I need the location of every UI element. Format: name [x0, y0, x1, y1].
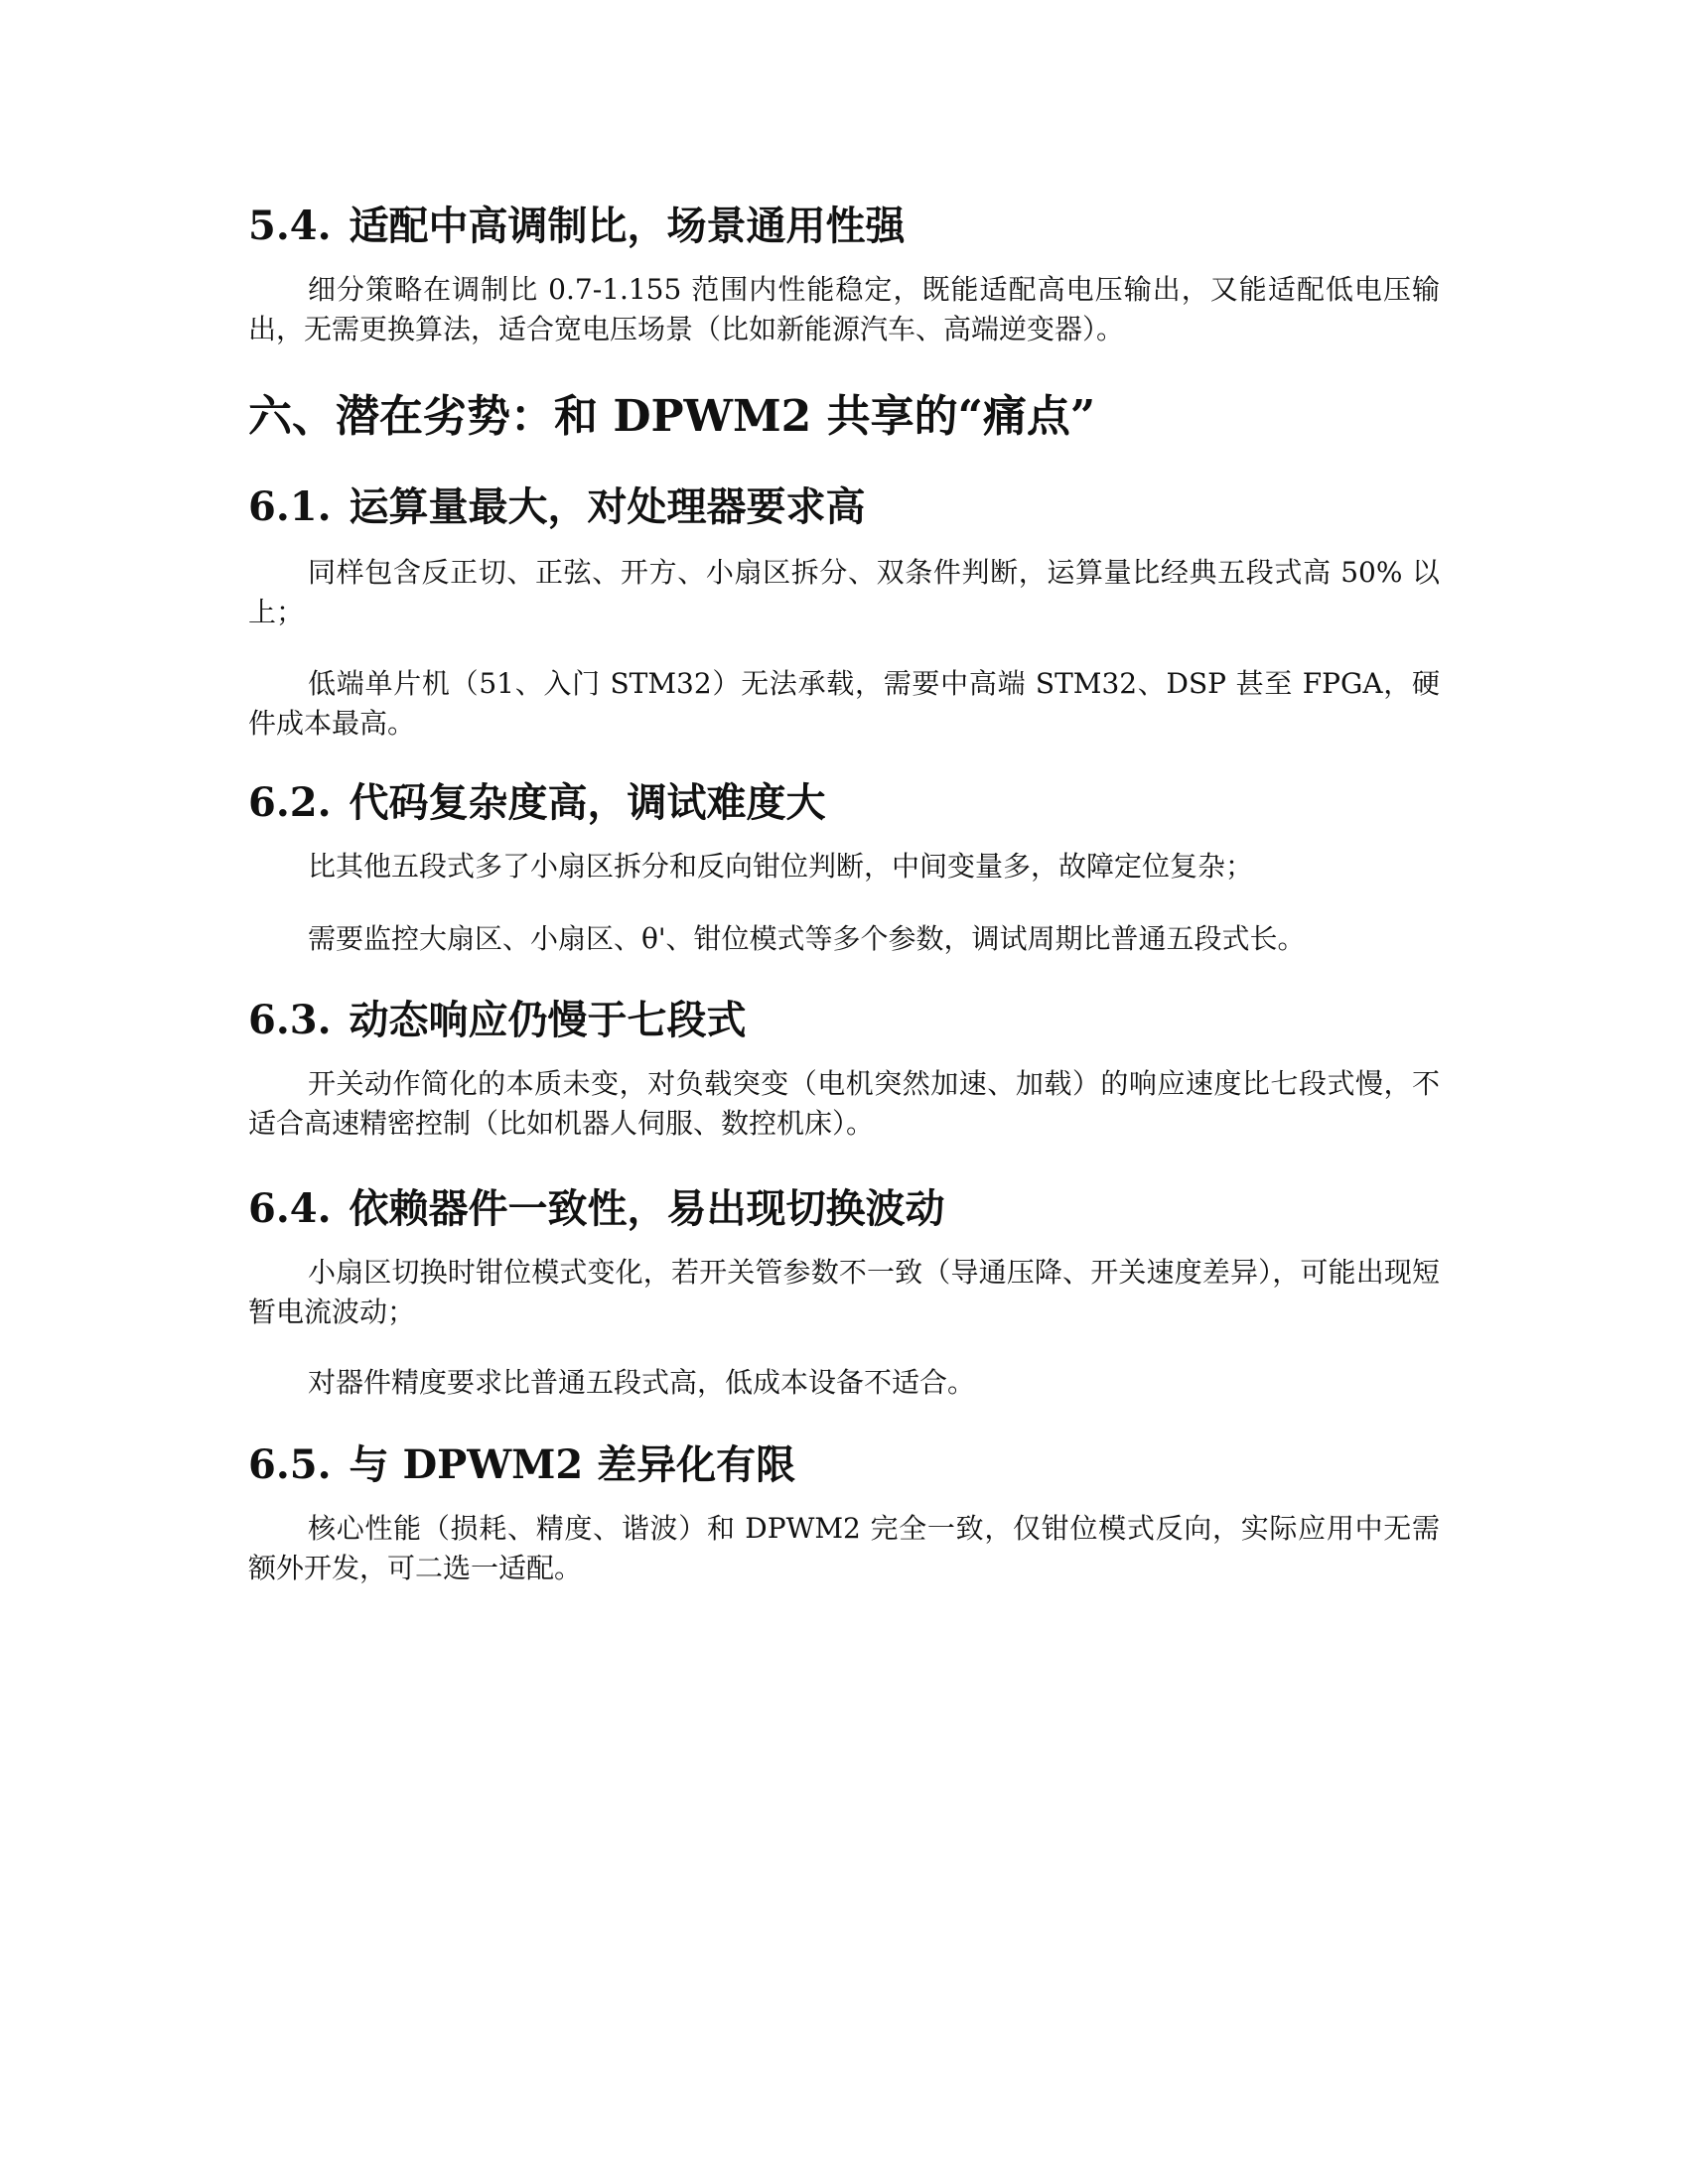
paragraph: 细分策略在调制比 0.7-1.155 范围内性能稳定，既能适配高电压输出，又能适配低电压输出，无需更换算法，适合宽电压场景（比如新能源汽车、高端逆变器）。	[248, 273, 1440, 345]
section-title: 代码复杂度高，调试难度大	[349, 779, 826, 826]
section-title: 依赖器件一致性，易出现切换波动	[349, 1185, 945, 1232]
paragraph: 需要监控大扇区、小扇区、θ'、钳位模式等多个参数，调试周期比普通五段式长。	[308, 922, 1306, 955]
section-6-2	[248, 775, 1440, 831]
paragraph: 比其他五段式多了小扇区拆分和反向钳位判断，中间变量多，故障定位复杂；	[308, 850, 1254, 883]
section-5-4	[248, 199, 1440, 254]
section-number: 6.2.	[248, 779, 332, 826]
chapter-heading: 六、潜在劣势：和 DPWM2 共享的“痛点”	[248, 391, 1096, 442]
section-title: 动态响应仍慢于七段式	[349, 997, 747, 1043]
section-6-3	[248, 993, 1440, 1048]
paragraph: 开关动作简化的本质未变，对负载突变（电机突然加速、加载）的响应速度比七段式慢，不适合高速精密控制（比如机器人伺服、数控机床）。	[248, 1067, 1440, 1140]
section-heading	[248, 479, 1440, 535]
section-title: 适配中高调制比，场景通用性强	[349, 203, 906, 249]
section-number: 5.4.	[248, 203, 332, 249]
paragraph: 对器件精度要求比普通五段式高，低成本设备不适合。	[308, 1366, 976, 1399]
section-heading	[248, 1181, 1440, 1237]
section-heading	[248, 993, 1440, 1048]
section-heading	[248, 199, 1440, 254]
paragraph: 小扇区切换时钳位模式变化，若开关管参数不一致（导通压降、开关速度差异），可能出现短暂电流波动；	[248, 1256, 1440, 1328]
section-6-5	[248, 1437, 1440, 1493]
section-heading	[248, 1437, 1440, 1493]
section-6-1	[248, 479, 1440, 535]
section-number: 6.3.	[248, 997, 332, 1043]
section-title: 运算量最大，对处理器要求高	[349, 483, 866, 530]
chapter-6	[248, 387, 1440, 447]
section-6-4	[248, 1181, 1440, 1237]
section-title: 与 DPWM2 差异化有限	[349, 1441, 796, 1488]
section-number: 6.1.	[248, 483, 332, 530]
section-heading	[248, 775, 1440, 831]
section-number: 6.5.	[248, 1441, 332, 1488]
section-number: 6.4.	[248, 1185, 332, 1232]
paragraph: 同样包含反正切、正弦、开方、小扇区拆分、双条件判断，运算量比经典五段式高 50% 以上；	[248, 556, 1440, 628]
paragraph: 低端单片机（51、入门 STM32）无法承载，需要中高端 STM32、DSP 甚至 FPGA，硬件成本最高。	[248, 667, 1440, 740]
paragraph: 核心性能（损耗、精度、谐波）和 DPWM2 完全一致，仅钳位模式反向，实际应用中无需额外开发，可二选一适配。	[248, 1512, 1440, 1584]
